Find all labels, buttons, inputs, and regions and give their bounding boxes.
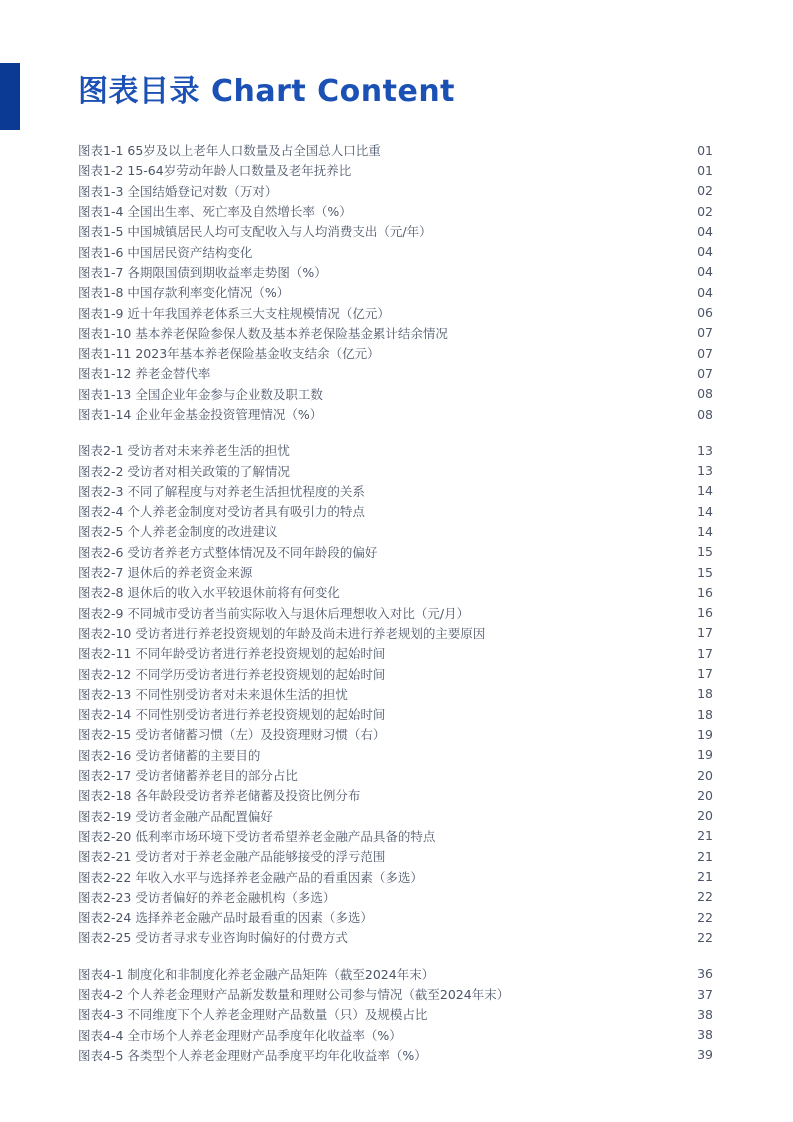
toc-entry-label: 图表1-11 2023年基本养老保险基金收支结余（亿元）: [78, 346, 380, 362]
toc-entry: [78, 562, 713, 582]
toc-entry-page: 08: [697, 406, 713, 422]
toc-entry-page: 13: [697, 463, 713, 479]
toc-entry-label: 图表2-25 受访者寻求专业咨询时偏好的付费方式: [78, 930, 348, 946]
toc-entry: [78, 404, 713, 424]
toc-entry: [78, 984, 713, 1004]
toc-entry-page: 02: [697, 203, 713, 219]
toc-entry-page: 04: [697, 223, 713, 239]
toc-entry-page: 01: [697, 142, 713, 158]
toc-entry-page: 39: [697, 1047, 713, 1063]
toc-entry-label: 图表2-7 退休后的养老资金来源: [78, 565, 253, 581]
toc-entry-label: 图表4-3 不同维度下个人养老金理财产品数量（只）及规模占比: [78, 1007, 428, 1023]
toc-entry-label: 图表4-5 各类型个人养老金理财产品季度平均年化收益率（%）: [78, 1047, 427, 1063]
toc-entry: [78, 440, 713, 460]
toc-entry-page: 14: [697, 503, 713, 519]
toc-entry-label: 图表2-6 受访者养老方式整体情况及不同年龄段的偏好: [78, 544, 378, 560]
toc-entry: [78, 846, 713, 866]
toc-entry-page: 22: [697, 909, 713, 925]
toc-entry: [78, 501, 713, 521]
toc-entry: [78, 765, 713, 785]
toc-entry-page: 04: [697, 284, 713, 300]
toc-entry: [78, 866, 713, 886]
toc-entry-label: 图表4-4 全市场个人养老金理财产品季度年化收益率（%）: [78, 1027, 402, 1043]
toc-entry-label: 图表1-9 近十年我国养老体系三大支柱规模情况（亿元）: [78, 305, 390, 321]
toc-entry: [78, 181, 713, 201]
toc-entry-label: 图表2-4 个人养老金制度对受访者具有吸引力的特点: [78, 504, 365, 520]
toc-entry-label: 图表2-14 不同性别受访者进行养老投资规划的起始时间: [78, 707, 386, 723]
toc-entry: [78, 542, 713, 562]
toc-entry: [78, 745, 713, 765]
toc-entry-label: 图表1-2 15-64岁劳动年龄人口数量及老年抚养比: [78, 163, 352, 179]
toc-entry-page: 17: [697, 645, 713, 661]
toc-entry-label: 图表2-5 个人养老金制度的改进建议: [78, 524, 278, 540]
toc-entry-label: 图表1-12 养老金替代率: [78, 366, 211, 382]
toc-entry: [78, 582, 713, 602]
toc-entry-label: 图表2-18 各年龄段受访者养老储蓄及投资比例分布: [78, 788, 361, 804]
page-title-en: Chart Content: [210, 74, 456, 109]
toc-entry-label: 图表2-10 受访者进行养老投资规划的年龄及尚未进行养老规划的主要原因: [78, 625, 486, 641]
toc-entry-label: 图表1-4 全国出生率、死亡率及自然增长率（%）: [78, 204, 352, 220]
toc-entry: [78, 964, 713, 984]
toc-entry-label: 图表2-3 不同了解程度与对养老生活担忧程度的关系: [78, 483, 365, 499]
page-title-cn: 图表目录: [78, 74, 200, 109]
toc-entry: [78, 201, 713, 221]
toc-entry-label: 图表2-16 受访者储蓄的主要目的: [78, 747, 261, 763]
toc-entry: [78, 887, 713, 907]
toc-entry: [78, 343, 713, 363]
toc-entry-label: 图表1-7 各期限国债到期收益率走势图（%）: [78, 264, 327, 280]
toc-entry-page: 15: [697, 564, 713, 580]
toc-entry-label: 图表1-6 中国居民资产结构变化: [78, 244, 253, 260]
toc-entry: [78, 460, 713, 480]
toc-entry-page: 14: [697, 483, 713, 499]
toc-entry-label: 图表1-5 中国城镇居民人均可支配收入与人均消费支出（元/年）: [78, 224, 432, 240]
toc-entry-label: 图表4-2 个人养老金理财产品新发数量和理财公司参与情况（截至2024年末）: [78, 987, 510, 1003]
toc-entry-page: 16: [697, 584, 713, 600]
toc-entry: [78, 684, 713, 704]
toc-entry: [78, 262, 713, 282]
toc-entry-label: 图表1-3 全国结婚登记对数（万对）: [78, 183, 278, 199]
toc-entry-page: 16: [697, 605, 713, 621]
toc-entry-label: 图表4-1 制度化和非制度化养老金融产品矩阵（截至2024年末）: [78, 966, 435, 982]
toc-entry-page: 04: [697, 264, 713, 280]
toc-entry: [78, 826, 713, 846]
toc-entry-label: 图表2-8 退休后的收入水平较退休前将有何变化: [78, 585, 340, 601]
toc-entry-page: 22: [697, 929, 713, 945]
toc-list: [78, 140, 713, 1065]
toc-entry: [78, 241, 713, 261]
toc-entry: [78, 1024, 713, 1044]
toc-entry-label: 图表2-9 不同城市受访者当前实际收入与退休后理想收入对比（元/月）: [78, 605, 470, 621]
toc-entry: [78, 1045, 713, 1065]
toc-entry-label: 图表2-13 不同性别受访者对未来退休生活的担忧: [78, 686, 348, 702]
toc-entry-label: 图表2-2 受访者对相关政策的了解情况: [78, 463, 290, 479]
toc-entry-label: 图表1-14 企业年金基金投资管理情况（%）: [78, 407, 323, 422]
toc-entry-label: 图表2-12 不同学历受访者进行养老投资规划的起始时间: [78, 666, 386, 682]
toc-entry: [78, 603, 713, 623]
toc-entry-label: 图表1-10 基本养老保险参保人数及基本养老保险基金累计结余情况: [78, 325, 448, 341]
toc-entry-page: 38: [697, 1006, 713, 1022]
toc-entry-page: 21: [697, 828, 713, 844]
toc-entry: [78, 363, 713, 383]
toc-entry-page: 38: [697, 1027, 713, 1043]
toc-entry: [78, 140, 713, 160]
toc-entry: [78, 663, 713, 683]
toc-entry-page: 17: [697, 625, 713, 641]
toc-entry-page: 17: [697, 666, 713, 682]
toc-entry: [78, 623, 713, 643]
toc-entry-page: 01: [697, 162, 713, 178]
toc-section-chapter-2: [78, 440, 713, 947]
toc-entry: [78, 302, 713, 322]
toc-entry-label: 图表2-22 年收入水平与选择养老金融产品的看重因素（多选）: [78, 869, 423, 885]
toc-entry-page: 04: [697, 244, 713, 260]
toc-entry-page: 07: [697, 345, 713, 361]
toc-entry-label: 图表2-11 不同年龄受访者进行养老投资规划的起始时间: [78, 646, 386, 662]
toc-entry-page: 14: [697, 523, 713, 539]
toc-entry-page: 20: [697, 787, 713, 803]
toc-entry-page: 21: [697, 848, 713, 864]
toc-entry-page: 36: [697, 966, 713, 982]
toc-entry-page: 19: [697, 747, 713, 763]
toc-entry-page: 07: [697, 365, 713, 381]
toc-entry-page: 18: [697, 706, 713, 722]
toc-entry-page: 22: [697, 889, 713, 905]
toc-entry-label: 图表2-20 低利率市场环境下受访者希望养老金融产品具备的特点: [78, 828, 436, 844]
toc-entry-page: 07: [697, 325, 713, 341]
toc-entry-label: 图表2-1 受访者对未来养老生活的担忧: [78, 443, 290, 459]
toc-entry: [78, 704, 713, 724]
toc-entry-label: 图表2-24 选择养老金融产品时最看重的因素（多选）: [78, 910, 373, 926]
toc-entry-label: 图表1-8 中国存款利率变化情况（%）: [78, 285, 290, 301]
toc-entry-label: 图表1-1 65岁及以上老年人口数量及占全国总人口比重: [78, 143, 381, 159]
toc-entry: [78, 481, 713, 501]
toc-entry: [78, 724, 713, 744]
toc-entry-label: 图表1-13 全国企业年金参与企业数及职工数: [78, 386, 323, 402]
toc-entry-page: 18: [697, 686, 713, 702]
toc-entry: [78, 806, 713, 826]
toc-entry: [78, 927, 713, 947]
toc-entry-page: 21: [697, 869, 713, 885]
toc-entry: [78, 160, 713, 180]
toc-entry-page: 20: [697, 808, 713, 824]
toc-entry-page: 02: [697, 183, 713, 199]
toc-entry-page: 20: [697, 767, 713, 783]
toc-entry: [78, 221, 713, 241]
toc-entry-page: 19: [697, 726, 713, 742]
toc-entry: [78, 521, 713, 541]
toc-entry-page: 37: [697, 986, 713, 1002]
toc-entry: [78, 643, 713, 663]
toc-entry-page: 15: [697, 544, 713, 560]
toc-entry: [78, 384, 713, 404]
title-accent-bar: [0, 63, 20, 130]
toc-entry-label: 图表2-15 受访者储蓄习惯（左）及投资理财习惯（右）: [78, 727, 386, 743]
toc-entry-page: 06: [697, 305, 713, 321]
toc-entry: [78, 323, 713, 343]
toc-section-chapter-1: [78, 140, 713, 424]
toc-entry: [78, 785, 713, 805]
toc-entry: [78, 907, 713, 927]
toc-entry-label: 图表2-17 受访者储蓄养老目的部分占比: [78, 768, 298, 784]
toc-entry-label: 图表2-21 受访者对于养老金融产品能够接受的浮亏范围: [78, 849, 386, 865]
toc-entry: [78, 282, 713, 302]
toc-entry-page: 08: [697, 386, 713, 402]
toc-entry-label: 图表2-19 受访者金融产品配置偏好: [78, 808, 273, 824]
toc-section-chapter-4: [78, 964, 713, 1065]
toc-entry-page: 13: [697, 442, 713, 458]
page-title: [78, 72, 455, 112]
toc-entry-label: 图表2-23 受访者偏好的养老金融机构（多选）: [78, 889, 336, 905]
toc-entry: [78, 1004, 713, 1024]
